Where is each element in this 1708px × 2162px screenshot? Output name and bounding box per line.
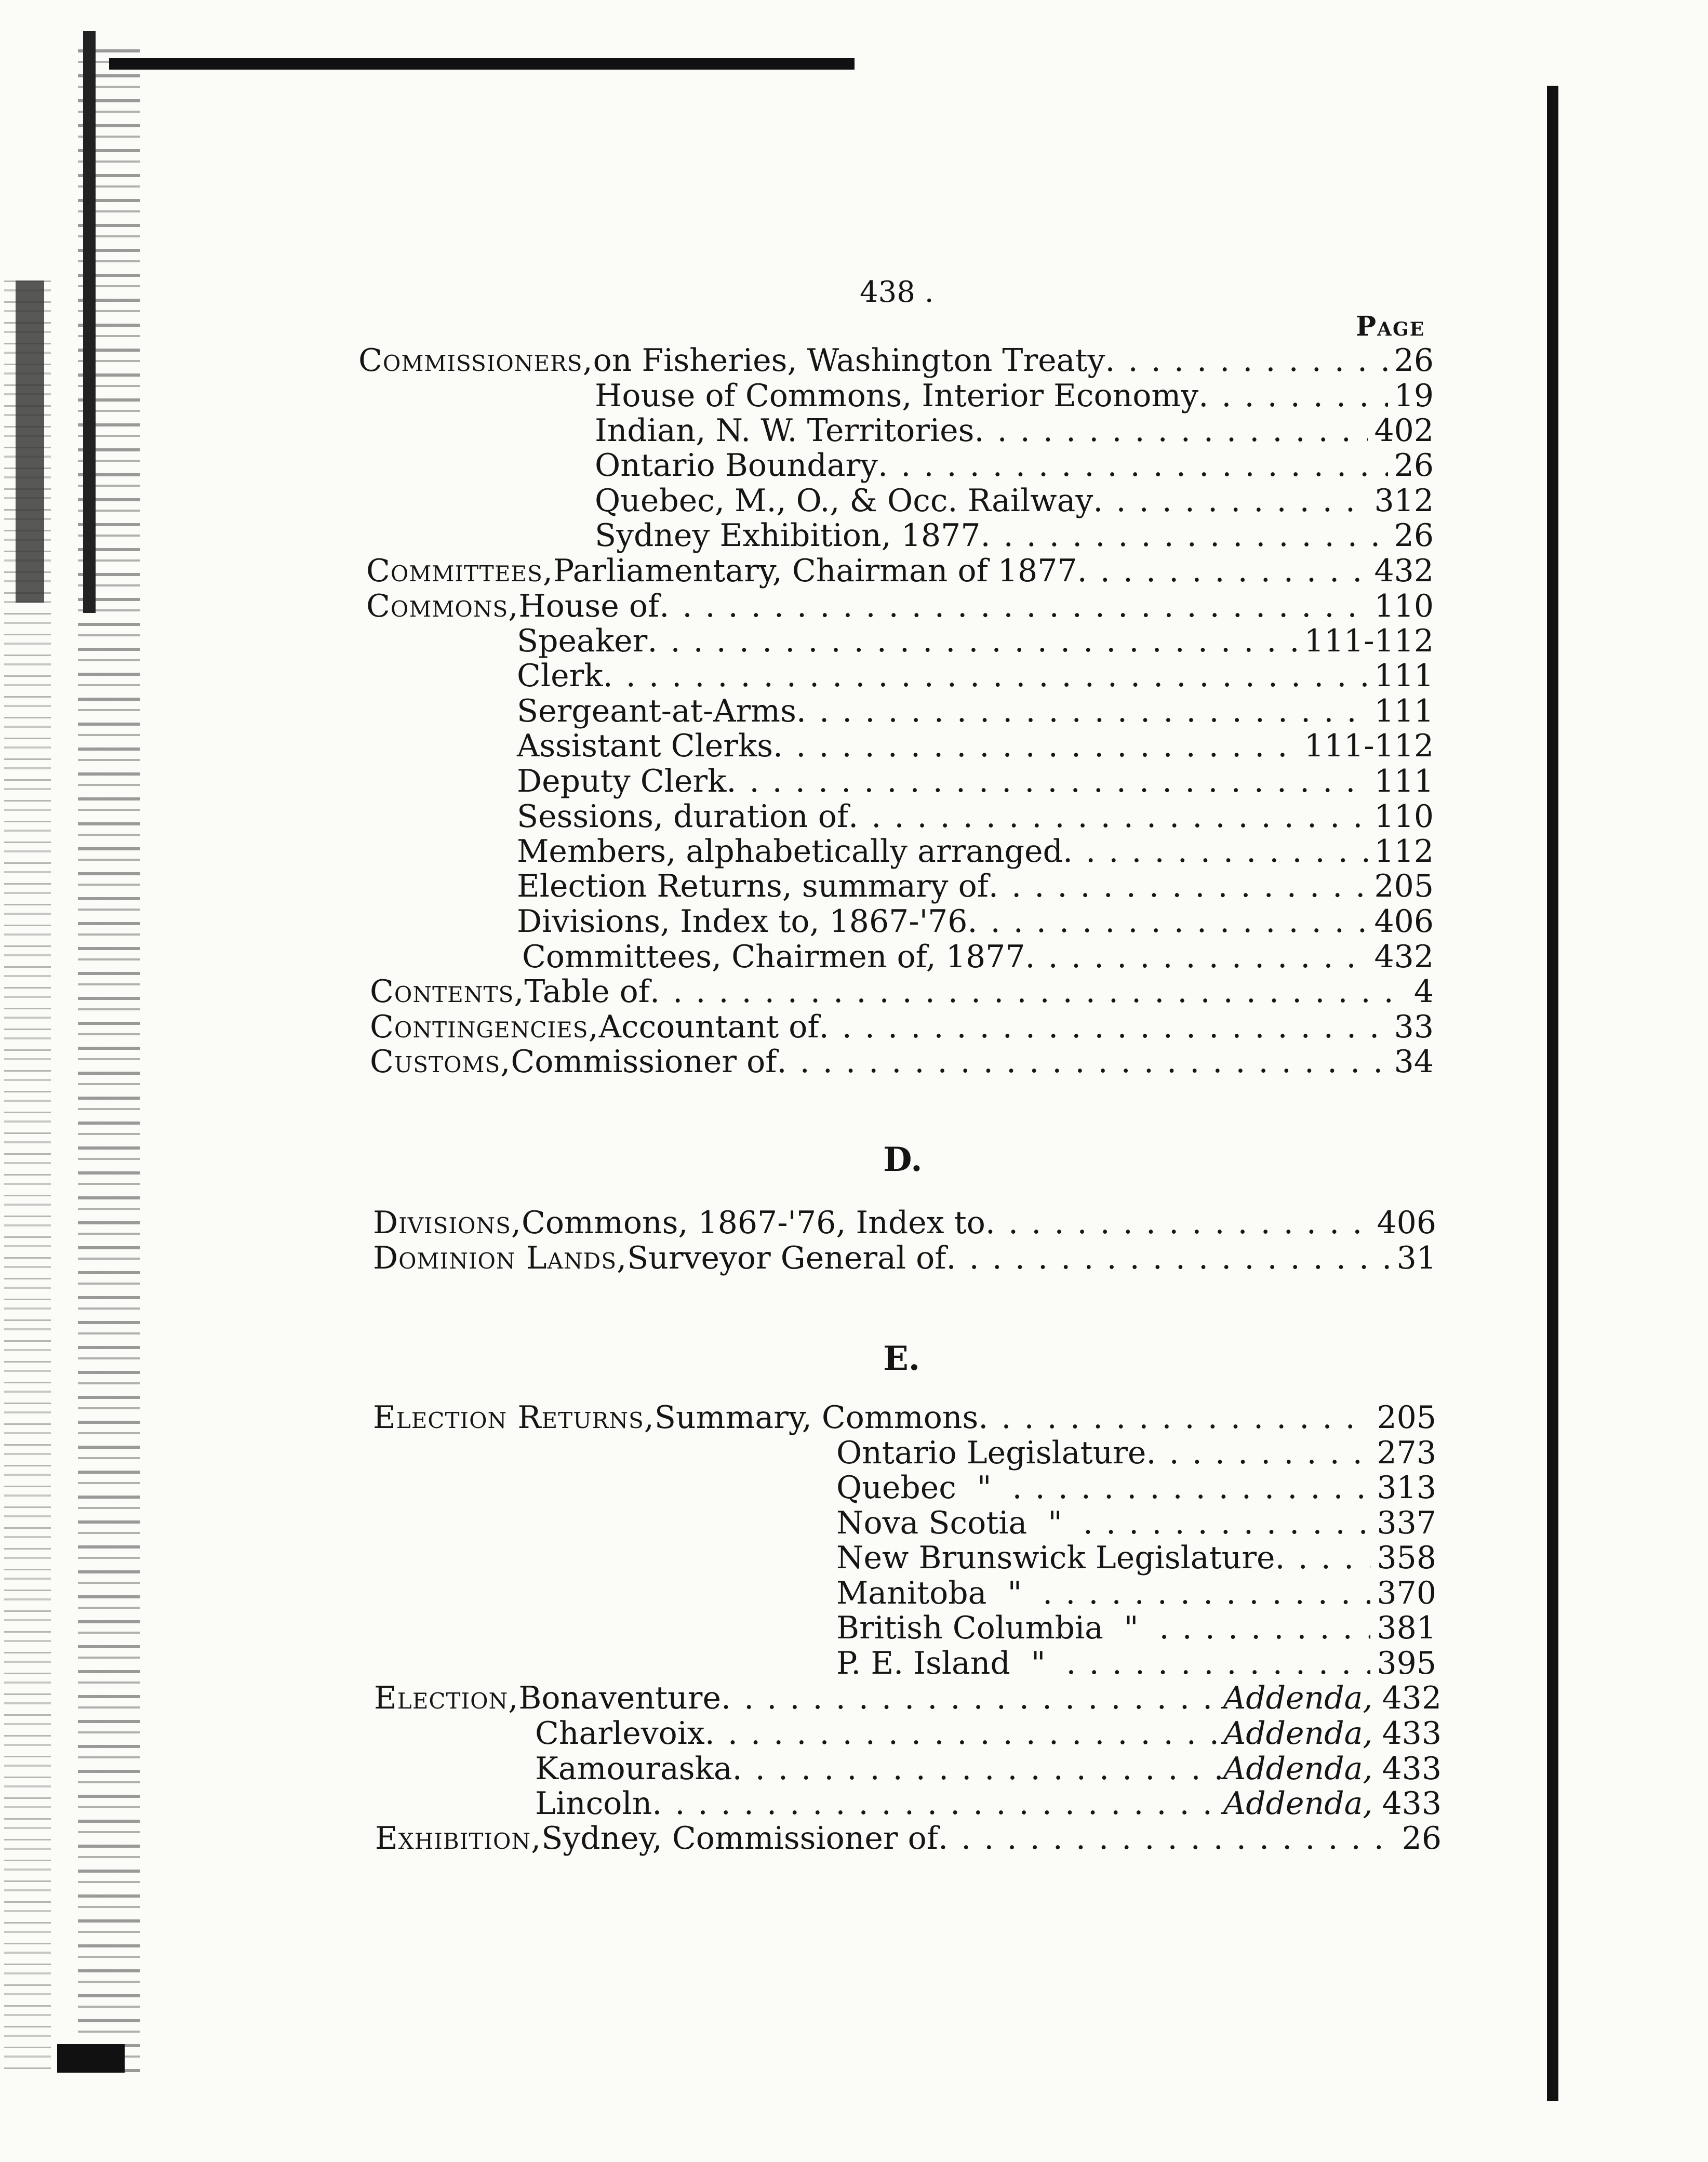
leader-dots bbox=[705, 1716, 1223, 1751]
index-entry bbox=[366, 553, 1434, 589]
leader-dots bbox=[1066, 1646, 1370, 1681]
entry-heading: Election Returns, bbox=[373, 1399, 655, 1436]
page-column-header: Page bbox=[1356, 311, 1425, 342]
entry-page-number: 110 bbox=[1374, 798, 1434, 835]
index-entry bbox=[517, 904, 1434, 939]
entry-text: Sergeant-at-Arms bbox=[517, 693, 796, 729]
leader-dots bbox=[1063, 834, 1368, 869]
leader-dots bbox=[1025, 939, 1368, 975]
entry-text: Sessions, duration of bbox=[517, 798, 849, 835]
index-entry bbox=[517, 693, 1434, 729]
index-entry bbox=[535, 1751, 1442, 1786]
entry-text: Ontario Boundary bbox=[595, 447, 878, 484]
entry-page-number: 432 bbox=[1374, 553, 1434, 589]
index-entry bbox=[358, 343, 1434, 378]
index-entry bbox=[836, 1576, 1436, 1611]
section-e-heading: E. bbox=[883, 1339, 920, 1378]
entry-text: Divisions, Index to, 1867-'76 bbox=[517, 903, 968, 940]
entry-text: Commons, 1867-'76, Index to bbox=[522, 1205, 985, 1241]
index-entry bbox=[836, 1540, 1436, 1576]
entry-page-number: 110 bbox=[1374, 588, 1434, 624]
entry-page-number: 358 bbox=[1377, 1540, 1436, 1576]
entry-text: Speaker bbox=[517, 623, 648, 659]
entry-page-number: 432 bbox=[1382, 1680, 1442, 1716]
entry-heading: Commons, bbox=[366, 588, 519, 624]
leader-dots bbox=[1093, 483, 1368, 518]
entry-page-number: 34 bbox=[1394, 1044, 1434, 1080]
entry-page-number: 4 bbox=[1413, 973, 1434, 1010]
leader-dots bbox=[978, 1400, 1370, 1435]
entry-page-number: 111 bbox=[1374, 763, 1434, 799]
entry-heading: Customs, bbox=[370, 1044, 511, 1080]
entry-page-number: 205 bbox=[1377, 1399, 1436, 1436]
index-entry bbox=[595, 378, 1434, 413]
entry-text: Ontario Legislature bbox=[836, 1435, 1146, 1471]
entry-page-number: 312 bbox=[1374, 483, 1434, 519]
entry-page-number: 432 bbox=[1374, 939, 1434, 975]
entry-page-number: 370 bbox=[1377, 1575, 1436, 1611]
index-entry bbox=[370, 974, 1434, 1009]
entry-page-number: 402 bbox=[1374, 412, 1434, 449]
page-edge-right bbox=[1547, 86, 1558, 2101]
entry-page-number: 111 bbox=[1374, 693, 1434, 729]
index-entry bbox=[522, 939, 1434, 975]
index-entry bbox=[517, 834, 1434, 869]
entry-heading: Dominion Lands, bbox=[373, 1240, 628, 1276]
entry-text: Bonaventure bbox=[518, 1680, 721, 1716]
entry-heading: Election, bbox=[374, 1680, 519, 1716]
index-entry bbox=[836, 1470, 1436, 1505]
entry-text: New Brunswick Legislature bbox=[836, 1540, 1275, 1576]
leader-dots bbox=[967, 904, 1368, 939]
entry-text: Charlevoix bbox=[535, 1715, 705, 1752]
leader-dots bbox=[848, 799, 1368, 834]
index-entry bbox=[517, 658, 1434, 693]
entry-text: Committees, Chairmen of, 1877 bbox=[522, 939, 1025, 975]
leader-dots bbox=[1198, 378, 1387, 413]
addenda-label: Addenda, bbox=[1223, 1680, 1373, 1716]
entry-heading: Contents, bbox=[370, 973, 525, 1010]
entry-page-number: 273 bbox=[1377, 1435, 1436, 1471]
entry-text: Accountant of bbox=[598, 1009, 819, 1045]
entry-heading: Commissioners, bbox=[358, 342, 593, 379]
index-entry bbox=[595, 413, 1434, 448]
leader-dots bbox=[773, 728, 1298, 764]
entry-page-number: 111-112 bbox=[1304, 623, 1434, 659]
entry-text: Indian, N. W. Territories bbox=[595, 412, 975, 449]
entry-page-number: 26 bbox=[1402, 1820, 1442, 1857]
leader-dots bbox=[732, 1751, 1223, 1786]
entry-page-number: 381 bbox=[1377, 1610, 1436, 1646]
leader-dots bbox=[985, 1205, 1371, 1240]
index-entry bbox=[370, 1009, 1434, 1045]
index-entry bbox=[374, 1680, 1442, 1716]
leader-dots bbox=[1159, 1610, 1371, 1646]
entry-text: Quebec, M., O., & Occ. Railway bbox=[595, 483, 1093, 519]
index-entry bbox=[836, 1505, 1436, 1541]
entry-text: Sydney Exhibition, 1877 bbox=[595, 517, 981, 554]
entry-text: Nova Scotia bbox=[836, 1505, 1028, 1541]
page-number: 438 . bbox=[860, 275, 934, 309]
index-entry bbox=[595, 483, 1434, 518]
entry-page-number: 26 bbox=[1394, 447, 1434, 484]
entry-text: Members, alphabetically arranged bbox=[517, 833, 1063, 870]
entry-text: Deputy Clerk bbox=[517, 763, 727, 799]
leader-dots bbox=[777, 1044, 1388, 1079]
index-entry bbox=[595, 448, 1434, 483]
entry-page-number: 26 bbox=[1394, 342, 1434, 379]
entry-page-number: 205 bbox=[1374, 868, 1434, 904]
entry-page-number: 33 bbox=[1394, 1009, 1434, 1045]
leader-dots bbox=[647, 623, 1298, 659]
entry-page-number: 111-112 bbox=[1304, 728, 1434, 764]
leader-dots bbox=[819, 1009, 1388, 1045]
entry-heading: Committees, bbox=[366, 553, 553, 589]
leader-dots bbox=[726, 764, 1368, 799]
entry-page-number: 433 bbox=[1382, 1785, 1442, 1822]
addenda-label: Addenda, bbox=[1223, 1715, 1373, 1752]
entry-text: Clerk bbox=[517, 658, 603, 694]
index-entry bbox=[836, 1435, 1436, 1471]
entry-text: Parliamentary, Chairman of 1877 bbox=[553, 553, 1077, 589]
entry-page-number: 111 bbox=[1374, 658, 1434, 694]
entry-text: Assistant Clerks bbox=[517, 728, 773, 764]
binding-shadow bbox=[16, 281, 44, 603]
page-edge-top bbox=[109, 58, 855, 70]
entry-text: Lincoln bbox=[535, 1785, 652, 1822]
entry-text: House of Commons, Interior Economy bbox=[595, 378, 1199, 414]
entry-page-number: 406 bbox=[1374, 903, 1434, 940]
index-entry bbox=[517, 623, 1434, 659]
leader-dots bbox=[981, 518, 1388, 553]
leader-dots bbox=[603, 658, 1368, 693]
index-entry bbox=[836, 1646, 1436, 1681]
leader-dots bbox=[946, 1240, 1390, 1276]
ditto-mark: " bbox=[1124, 1610, 1139, 1646]
index-entry bbox=[517, 764, 1434, 799]
index-entry bbox=[366, 589, 1434, 624]
leader-dots bbox=[1275, 1540, 1371, 1576]
leader-dots bbox=[878, 448, 1388, 483]
entry-text: British Columbia bbox=[836, 1610, 1103, 1646]
leader-dots bbox=[1105, 343, 1387, 378]
entry-text: Quebec bbox=[836, 1470, 956, 1506]
index-entry bbox=[595, 518, 1434, 553]
entry-page-number: 313 bbox=[1377, 1470, 1436, 1506]
leader-dots bbox=[796, 693, 1368, 729]
entry-page-number: 406 bbox=[1377, 1205, 1436, 1241]
binding-shadow-bottom bbox=[57, 2044, 125, 2073]
index-entry bbox=[517, 728, 1434, 764]
leader-dots bbox=[938, 1821, 1396, 1856]
ditto-mark: " bbox=[1048, 1505, 1062, 1541]
entry-page-number: 26 bbox=[1394, 517, 1434, 554]
entry-page-number: 19 bbox=[1394, 378, 1434, 414]
entry-text: Summary, Commons bbox=[654, 1399, 979, 1436]
leader-dots bbox=[989, 869, 1368, 904]
ditto-mark: " bbox=[977, 1470, 992, 1506]
index-entry bbox=[370, 1044, 1434, 1079]
leader-dots bbox=[1077, 553, 1368, 589]
entry-heading: Exhibition, bbox=[375, 1820, 542, 1857]
index-entry bbox=[836, 1610, 1436, 1646]
entry-text: P. E. Island bbox=[836, 1645, 1010, 1681]
leader-dots bbox=[650, 974, 1408, 1009]
entry-heading: Contingencies, bbox=[370, 1009, 599, 1045]
entry-page-number: 433 bbox=[1382, 1715, 1442, 1752]
entry-page-number: 31 bbox=[1396, 1240, 1436, 1276]
index-entry bbox=[517, 869, 1434, 904]
leader-dots bbox=[659, 589, 1368, 624]
entry-text: Commissioner of bbox=[511, 1044, 777, 1080]
entry-text: House of bbox=[518, 588, 660, 624]
section-d-heading: D. bbox=[883, 1140, 923, 1179]
index-entry bbox=[517, 799, 1434, 834]
index-entry bbox=[535, 1716, 1442, 1751]
index-entry bbox=[373, 1400, 1436, 1435]
entry-text: Kamouraska bbox=[535, 1751, 732, 1787]
ditto-mark: " bbox=[1031, 1645, 1046, 1681]
entry-page-number: 395 bbox=[1377, 1645, 1436, 1681]
leader-dots bbox=[652, 1786, 1223, 1821]
ditto-mark: " bbox=[1007, 1575, 1022, 1611]
entry-heading: Divisions, bbox=[373, 1205, 522, 1241]
entry-text: Manitoba bbox=[836, 1575, 987, 1611]
entry-text: Surveyor General of bbox=[627, 1240, 946, 1276]
entry-page-number: 337 bbox=[1377, 1505, 1436, 1541]
entry-page-number: 433 bbox=[1382, 1751, 1442, 1787]
page-edge-left bbox=[83, 31, 96, 613]
leader-dots bbox=[1043, 1576, 1370, 1611]
leader-dots bbox=[974, 413, 1368, 448]
entry-text: on Fisheries, Washington Treaty bbox=[593, 342, 1105, 379]
addenda-label: Addenda, bbox=[1223, 1751, 1373, 1787]
entry-page-number: 112 bbox=[1374, 833, 1434, 870]
leader-dots bbox=[721, 1680, 1223, 1716]
entry-text: Election Returns, summary of bbox=[517, 868, 989, 904]
entry-text: Sydney, Commissioner of bbox=[541, 1820, 939, 1857]
leader-dots bbox=[1146, 1435, 1370, 1471]
index-entry bbox=[373, 1205, 1436, 1240]
leader-dots bbox=[1083, 1505, 1371, 1541]
addenda-label: Addenda, bbox=[1223, 1785, 1373, 1822]
leader-dots bbox=[1012, 1470, 1370, 1505]
index-entry bbox=[535, 1786, 1442, 1821]
index-entry bbox=[375, 1821, 1442, 1856]
entry-text: Table of bbox=[524, 973, 650, 1010]
index-entry bbox=[373, 1240, 1436, 1276]
